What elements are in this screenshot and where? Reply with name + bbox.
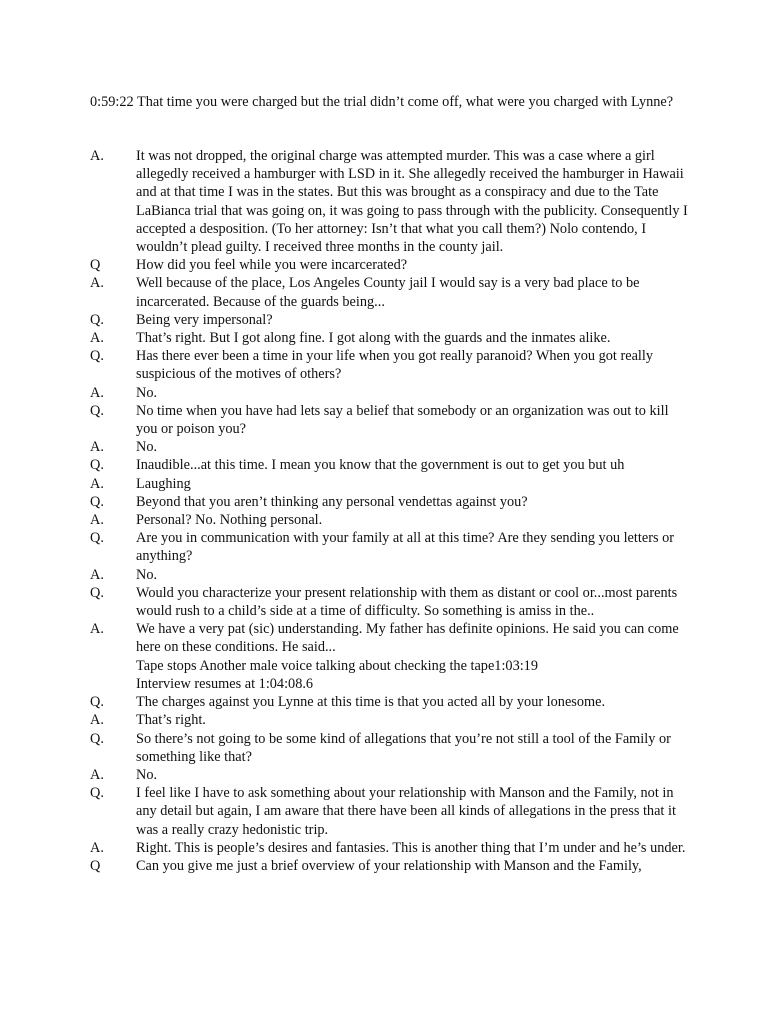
speaker-marker: Q. <box>90 530 104 547</box>
qa-entry <box>90 620 690 656</box>
qa-entry <box>90 311 690 329</box>
entry-text: Being very impersonal? <box>136 311 273 328</box>
speaker-marker: Q. <box>90 311 104 328</box>
entry-text: Tape stops Another male voice talking about checking the tape1:03:19 <box>136 657 538 674</box>
entry-text: I feel like I have to ask something about your relationship with Manson and the Family, not in any detail but again, I am aware that there have been all kinds of allegations in the press that it was a really crazy hedonistic trip. <box>136 785 676 838</box>
speaker-marker: Q. <box>90 694 104 711</box>
tape-note <box>90 657 690 675</box>
qa-entry <box>90 730 690 766</box>
entry-text: That’s right. <box>136 712 206 729</box>
speaker-marker: A. <box>90 766 104 783</box>
qa-entry <box>90 566 690 584</box>
entry-text: Interview resumes at 1:04:08.6 <box>136 675 314 692</box>
speaker-marker: A. <box>90 566 104 583</box>
qa-list <box>90 147 690 875</box>
entry-text: We have a very pat (sic) understanding. My father has definite opinions. He said you can come here on these conditions. He said... <box>136 621 679 656</box>
speaker-marker: A. <box>90 384 104 401</box>
qa-entry <box>90 384 690 402</box>
entry-text: Would you characterize your present relationship with them as distant or cool or...most parents would rush to a child’s side at a time of difficulty. So something is amiss in the.. <box>136 584 678 620</box>
entry-text: Well because of the place, Los Angeles County jail I would say is a very bad place to be incarcerated. Because of the guards being... <box>136 275 640 310</box>
entry-text: No. <box>136 566 158 583</box>
speaker-marker: A. <box>90 621 104 638</box>
speaker-marker: A. <box>90 148 104 164</box>
entry-text: It was not dropped, the original charge was attempted murder. This was a case where a girl allegedly received a hamburger with LSD in it. She allegedly received the hamburger in Hawaii and at that time I was in the states. But this was brought as a conspiracy and due to the Tate LaBianca trial that was going on, it was going to pass through with the publicity. Consequently I accepted a desposition. (To her attorney: Isn’t that what you call them?) Nolo contendo, I wouldn’t plead guilty. I received three months in the county jail. <box>136 148 688 256</box>
qa-entry <box>90 711 690 729</box>
qa-entry <box>90 529 690 565</box>
qa-entry <box>90 438 690 456</box>
entry-text: No. <box>136 439 158 456</box>
speaker-marker: A. <box>90 275 104 292</box>
qa-entry <box>90 511 690 529</box>
speaker-marker <box>90 657 136 675</box>
entry-text: No. <box>136 384 158 401</box>
qa-entry <box>90 147 690 256</box>
speaker-marker: Q. <box>90 730 104 747</box>
speaker-marker: A. <box>90 330 104 347</box>
speaker-marker: Q. <box>90 348 104 365</box>
qa-entry <box>90 347 690 383</box>
speaker-marker: Q. <box>90 785 104 802</box>
entry-text: Laughing <box>136 475 191 492</box>
entry-text: No. <box>136 766 158 783</box>
qa-entry <box>90 456 690 474</box>
entry-text: Right. This is people’s desires and fantasies. This is another thing that I’m under and he’s under. <box>136 839 686 856</box>
qa-entry <box>90 274 690 310</box>
entry-text: That’s right. But I got along fine. I got along with the guards and the inmates alike. <box>136 330 611 347</box>
qa-entry <box>90 256 690 274</box>
qa-entry <box>90 766 690 784</box>
tape-note <box>90 675 690 693</box>
speaker-marker <box>90 675 136 693</box>
qa-entry <box>90 693 690 711</box>
question-intro: 0:59:22 That time you were charged but the trial didn’t come off, what were you charged with Lynne? <box>90 94 674 110</box>
entry-text: How did you feel while you were incarcerated? <box>136 257 408 274</box>
speaker-marker: A. <box>90 475 104 492</box>
entry-text: No time when you have had lets say a belief that somebody or an organization was out to kill you or poison you? <box>136 402 669 438</box>
entry-text: Beyond that you aren’t thinking any personal vendettas against you? <box>136 493 528 510</box>
speaker-marker: Q. <box>90 493 104 510</box>
entry-text: Inaudible...at this time. I mean you know that the government is out to get you but uh <box>136 457 625 474</box>
speaker-marker: Q. <box>90 402 104 419</box>
qa-entry <box>90 475 690 493</box>
speaker-marker: A. <box>90 512 104 529</box>
entry-text: Are you in communication with your family at all at this time? Are they sending you letters or anything? <box>136 530 674 565</box>
speaker-marker: Q. <box>90 584 104 601</box>
speaker-marker: A. <box>90 439 104 456</box>
qa-entry <box>90 493 690 511</box>
entry-text: So there’s not going to be some kind of allegations that you’re not still a tool of the Family or something like that? <box>136 730 671 765</box>
qa-entry <box>90 784 690 839</box>
qa-entry <box>90 857 690 875</box>
speaker-marker: Q <box>90 257 101 274</box>
qa-entry <box>90 839 690 857</box>
entry-text: Has there ever been a time in your life when you got really paranoid? When you got really suspicious of the motives of others? <box>136 348 654 383</box>
qa-entry <box>90 402 690 438</box>
entry-text: The charges against you Lynne at this time is that you acted all by your lonesome. <box>136 694 606 711</box>
entry-text: Personal? No. Nothing personal. <box>136 512 323 529</box>
speaker-marker: Q <box>90 857 101 874</box>
speaker-marker: A. <box>90 712 104 729</box>
speaker-marker: Q. <box>90 457 104 474</box>
qa-entry <box>90 584 690 620</box>
speaker-marker: A. <box>90 839 104 856</box>
entry-text: Can you give me just a brief overview of your relationship with Manson and the Family, <box>136 857 642 874</box>
qa-entry <box>90 329 690 347</box>
